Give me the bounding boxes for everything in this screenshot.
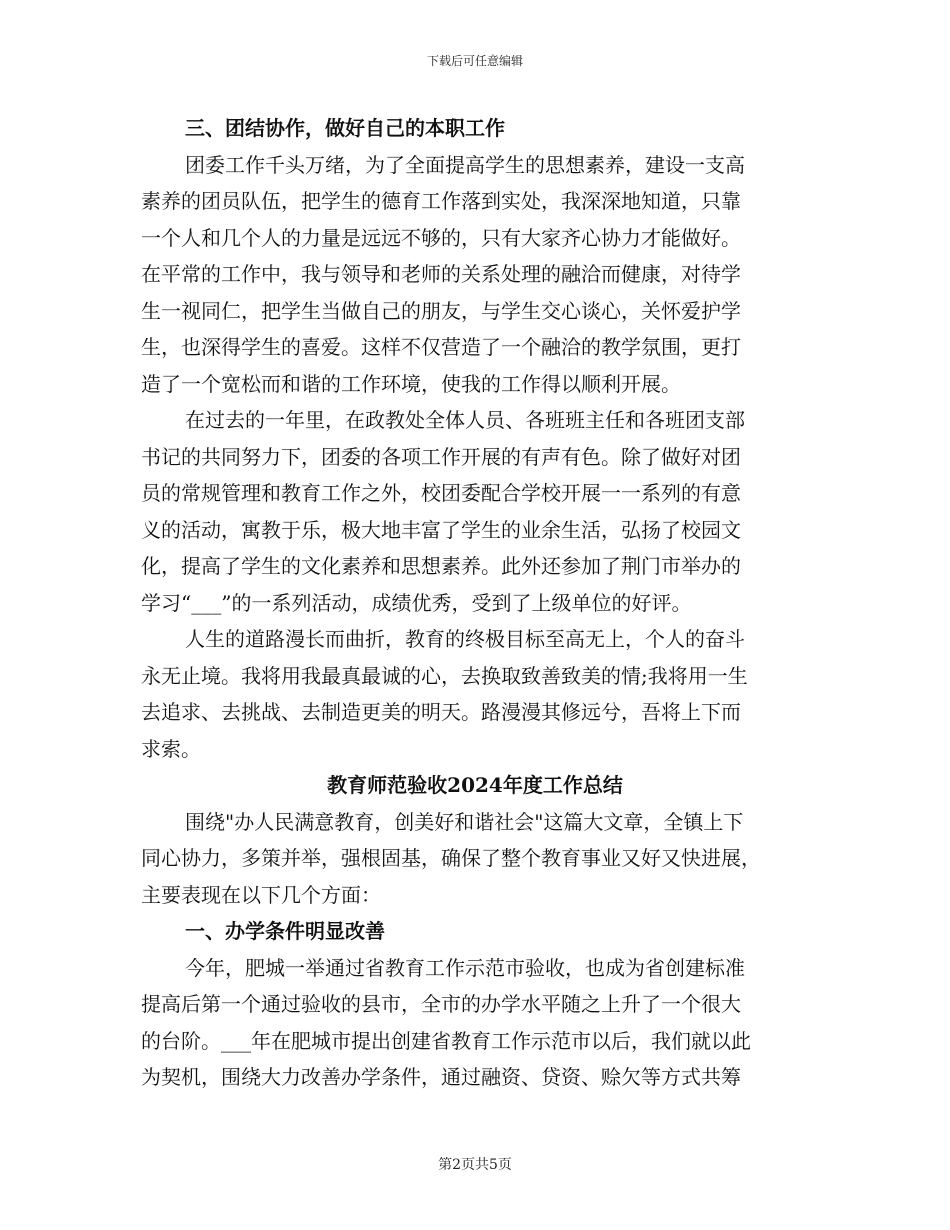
paragraph-line: 化，提高了学生的文化素养和思想素养。此外还参加了荆门市举办的	[141, 554, 741, 578]
paragraph-line: 生一视同仁，把学生当做自己的朋友，与学生交心谈心，关怀爱护学	[141, 298, 741, 323]
paragraph-line: 学习“___”的一系列活动，成绩优秀，受到了上级单位的好评。	[141, 590, 692, 615]
header-note: 下载后可任意编辑	[426, 54, 523, 68]
paragraph-line: 一个人和几个人的力量是远远不够的，只有大家齐心协力才能做好。	[141, 225, 741, 250]
paragraph-line: 提高后第一个通过验收的县市，全市的办学水平随之上升了一个很大	[141, 992, 741, 1016]
paragraph-line: 在平常的工作中，我与领导和老师的关系处理的融洽而健康，对待学	[141, 262, 741, 286]
section-heading-1: 一、办学条件明显改善	[185, 919, 385, 943]
paragraph-line: 求索。	[141, 736, 201, 761]
paragraph-line: 今年，肥城一举通过省教育工作示范市验收，也成为省创建标准	[185, 955, 745, 980]
paragraph-line: 去追求、去挑战、去制造更美的明天。路漫漫其修远兮，吾将上下而	[141, 700, 741, 724]
paragraph-line: 义的活动，寓教于乐，极大地丰富了学生的业余生活，弘扬了校园文	[141, 517, 741, 542]
paragraph-line: 主要表现在以下几个方面：	[141, 882, 381, 907]
section-heading-3: 三、团结协作，做好自己的本职工作	[185, 116, 505, 140]
paragraph-line: 造了一个宽松而和谐的工作环境，使我的工作得以顺利开展。	[141, 371, 681, 396]
paragraph-line: 书记的共同努力下，团委的各项工作开展的有声有色。除了做好对团	[141, 444, 741, 469]
paragraph-line: 在过去的一年里，在政教处全体人员、各班班主任和各班团支部	[185, 408, 745, 432]
paragraph-line: 永无止境。我将用我最真最诚的心，去换取致善致美的情;我将用一生	[141, 663, 748, 688]
paragraph-line: 为契机，围绕大力改善办学条件，通过融资、贷资、赊欠等方式共筹	[141, 1065, 741, 1089]
document-body	[141, 110, 809, 1096]
paragraph-line: 团委工作千头万绪，为了全面提高学生的思想素养，建设一支高	[185, 152, 745, 177]
paragraph-line: 人生的道路漫长而曲折，教育的终极目标至高无上，个人的奋斗	[185, 627, 745, 651]
paragraph-line: 的台阶。___年在肥城市提出创建省教育工作示范市以后，我们就以此	[141, 1028, 751, 1053]
paragraph-line: 素养的团员队伍，把学生的德育工作落到实处，我深深地知道，只靠	[141, 189, 741, 213]
paragraph-line: 围绕"办人民满意教育，创美好和谐社会"这篇大文章，全镇上下	[185, 809, 744, 834]
paragraph-line: 同心协力，多策并举，强根固基，确保了整个教育事业又好又快进展，	[141, 846, 761, 870]
document-title: 教育师范验收2024年度工作总结	[327, 773, 623, 797]
page-number-footer: 第2页共5页	[438, 1157, 512, 1173]
paragraph-line: 生，也深得学生的喜爱。这样不仅营造了一个融洽的教学氛围，更打	[141, 335, 741, 359]
paragraph-line: 员的常规管理和教育工作之外，校团委配合学校开展一一系列的有意	[141, 481, 741, 505]
